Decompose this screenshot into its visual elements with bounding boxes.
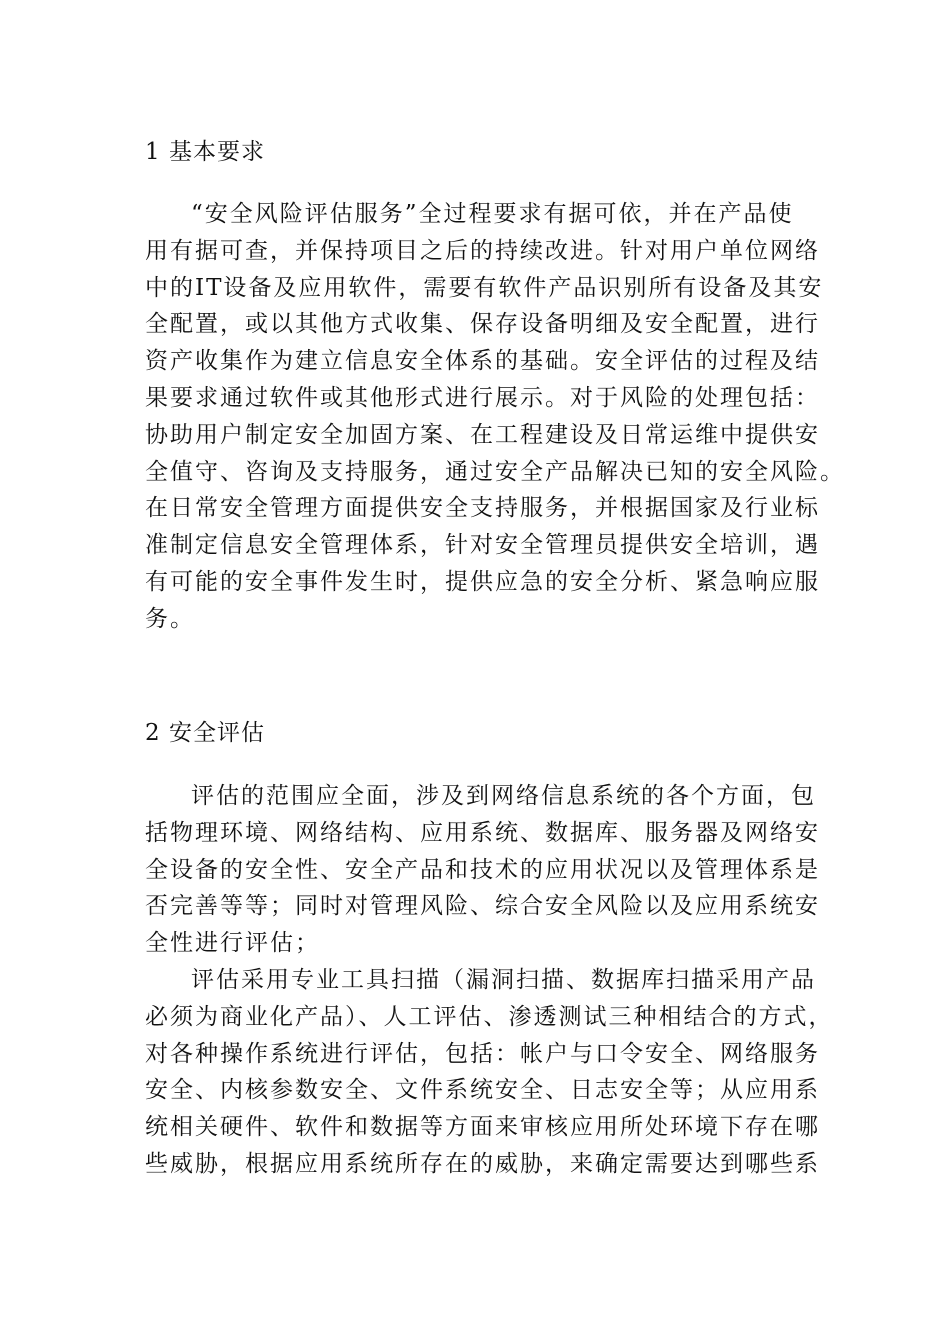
text-line: “安全风险评估服务”全过程要求有据可依，并在产品使 <box>191 201 794 227</box>
text-line: 有可能的安全事件发生时，提供应急的安全分析、紧急响应服 <box>145 568 820 595</box>
text-line: 用有据可查，并保持项目之后的持续改进。针对用户单位网络 <box>145 237 820 264</box>
section-1-heading: 1 基本要求 <box>145 139 265 165</box>
section-2-paragraph-2 <box>145 962 834 1183</box>
text-line: 对各种操作系统进行评估，包括：帐户与口令安全、网络服务 <box>145 1040 820 1067</box>
text-line: 中的IT设备及应用软件，需要有软件产品识别所有设备及其安 <box>145 274 824 301</box>
text-line: 必须为商业化产品）、人工评估、渗透测试三种相结合的方式， <box>145 1003 834 1030</box>
text-line: 统相关硬件、软件和数据等方面来审核应用所处环境下存在哪 <box>145 1114 820 1141</box>
text-line: 全值守、咨询及支持服务，通过安全产品解决已知的安全风险。 <box>145 458 845 485</box>
text-line: 准制定信息安全管理体系，针对安全管理员提供安全培训，遇 <box>145 532 820 559</box>
text-line: 资产收集作为建立信息安全体系的基础。安全评估的过程及结 <box>145 348 820 375</box>
text-line: 果要求通过软件或其他形式进行展示。对于风险的处理包括： <box>145 384 820 411</box>
text-line: 全性进行评估； <box>145 930 320 957</box>
section-2-paragraph-1 <box>145 778 820 962</box>
text-line: 括物理环境、网络结构、应用系统、数据库、服务器及网络安 <box>145 819 820 846</box>
text-line: 些威胁，根据应用系统所存在的威胁，来确定需要达到哪些系 <box>145 1150 820 1177</box>
text-line: 评估采用专业工具扫描（漏洞扫描、数据库扫描采用产品 <box>191 967 816 993</box>
text-line: 在日常安全管理方面提供安全支持服务，并根据国家及行业标 <box>145 495 820 522</box>
text-line: 全配置，或以其他方式收集、保存设备明细及安全配置，进行 <box>145 311 820 338</box>
section-2-heading: 2 安全评估 <box>145 720 265 746</box>
text-line: 全设备的安全性、安全产品和技术的应用状况以及管理体系是 <box>145 856 820 883</box>
text-line: 务。 <box>145 605 195 632</box>
text-line: 评估的范围应全面，涉及到网络信息系统的各个方面，包 <box>191 783 816 809</box>
text-line: 否完善等等；同时对管理风险、综合安全风险以及应用系统安 <box>145 893 820 920</box>
text-line: 安全、内核参数安全、文件系统安全、日志安全等；从应用系 <box>145 1077 820 1104</box>
text-line: 协助用户制定安全加固方案、在工程建设及日常运维中提供安 <box>145 421 820 448</box>
section-1-paragraph <box>145 196 845 638</box>
